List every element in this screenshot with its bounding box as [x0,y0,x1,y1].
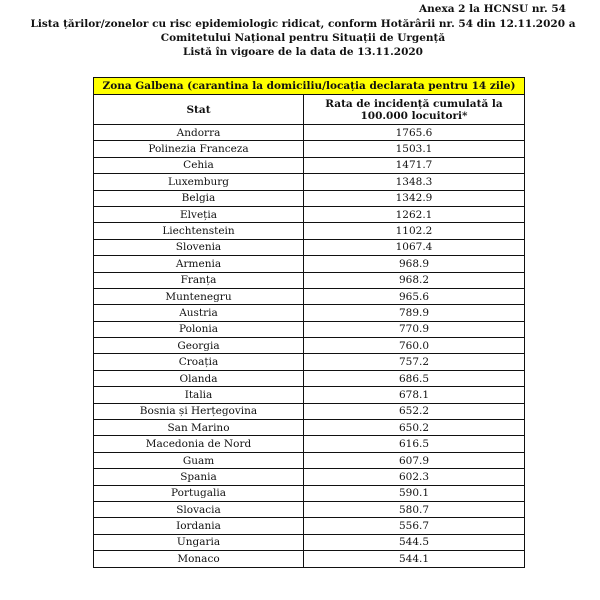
cell-state: Polonia [94,321,304,337]
table-body [94,125,525,568]
cell-rate: 965.6 [304,288,525,304]
table-row [94,305,525,321]
risk-table-container [93,77,524,568]
table-row [94,190,525,206]
table-row [94,403,525,419]
cell-rate: 602.3 [304,469,525,485]
risk-table [93,77,525,568]
table-row [94,469,525,485]
cell-state: Liechtenstein [94,223,304,239]
cell-state: Iordania [94,518,304,534]
cell-rate: 590.1 [304,485,525,501]
heading-line-3: Listă în vigoare de la data de 13.11.2020 [183,46,423,58]
column-header-row [94,95,525,125]
table-row [94,174,525,190]
cell-state: Ungaria [94,534,304,550]
cell-rate: 580.7 [304,501,525,517]
cell-rate: 1067.4 [304,239,525,255]
cell-state: Italia [94,387,304,403]
cell-rate: 1503.1 [304,141,525,157]
cell-rate: 544.1 [304,551,525,567]
cell-state: Slovacia [94,501,304,517]
heading-line-1: Lista țărilor/zonelor cu risc epidemiologic ridicat, conform Hotărârii nr. 54 din 12.11.2020 a [30,18,576,30]
cell-state: Cehia [94,157,304,173]
cell-state: Croația [94,354,304,370]
cell-rate: 760.0 [304,338,525,354]
cell-state: Monaco [94,551,304,567]
table-row [94,223,525,239]
cell-rate: 789.9 [304,305,525,321]
cell-state: Georgia [94,338,304,354]
table-row [94,485,525,501]
cell-rate: 678.1 [304,387,525,403]
table-row [94,518,525,534]
cell-rate: 686.5 [304,370,525,386]
cell-rate: 1262.1 [304,206,525,222]
cell-rate: 544.5 [304,534,525,550]
cell-rate: 652.2 [304,403,525,419]
cell-rate: 1471.7 [304,157,525,173]
table-row [94,551,525,567]
cell-state: Andorra [94,125,304,141]
table-row [94,370,525,386]
cell-rate: 968.9 [304,256,525,272]
table-row [94,420,525,436]
cell-rate: 968.2 [304,272,525,288]
cell-state: Polinezia Franceza [94,141,304,157]
annex-label: Anexa 2 la HCNSU nr. 54 [419,3,566,15]
table-row [94,157,525,173]
cell-rate: 1342.9 [304,190,525,206]
cell-state: Luxemburg [94,174,304,190]
cell-rate: 770.9 [304,321,525,337]
cell-state: Guam [94,452,304,468]
cell-state: Slovenia [94,239,304,255]
table-row [94,338,525,354]
heading-line-2: Comitetului Național pentru Situații de Urgență [160,32,446,44]
table-row [94,534,525,550]
cell-rate: 757.2 [304,354,525,370]
table-row [94,452,525,468]
cell-state: Elveția [94,206,304,222]
cell-state: Armenia [94,256,304,272]
table-row [94,239,525,255]
cell-state: Bosnia și Herțegovina [94,403,304,419]
table-row [94,354,525,370]
table-row [94,436,525,452]
cell-rate: 650.2 [304,420,525,436]
cell-state: Macedonia de Nord [94,436,304,452]
table-row [94,125,525,141]
cell-state: Portugalia [94,485,304,501]
cell-state: Austria [94,305,304,321]
table-row [94,272,525,288]
zone-label: Zona Galbena (carantina la domiciliu/locația declarata pentru 14 zile) [94,78,525,95]
table-row [94,288,525,304]
table-row [94,206,525,222]
zone-header-row [94,78,525,95]
cell-state: Spania [94,469,304,485]
table-row [94,321,525,337]
table-row [94,501,525,517]
column-header-state: Stat [94,95,304,125]
cell-state: Belgia [94,190,304,206]
cell-state: Franța [94,272,304,288]
cell-rate: 1102.2 [304,223,525,239]
cell-state: Muntenegru [94,288,304,304]
cell-rate: 607.9 [304,452,525,468]
cell-rate: 616.5 [304,436,525,452]
document-heading [20,17,586,59]
cell-rate: 556.7 [304,518,525,534]
table-row [94,256,525,272]
table-row [94,387,525,403]
cell-state: Olanda [94,370,304,386]
column-header-rate: Rata de incidență cumulată la 100.000 locuitori* [304,95,525,125]
cell-state: San Marino [94,420,304,436]
cell-rate: 1765.6 [304,125,525,141]
cell-rate: 1348.3 [304,174,525,190]
table-row [94,141,525,157]
